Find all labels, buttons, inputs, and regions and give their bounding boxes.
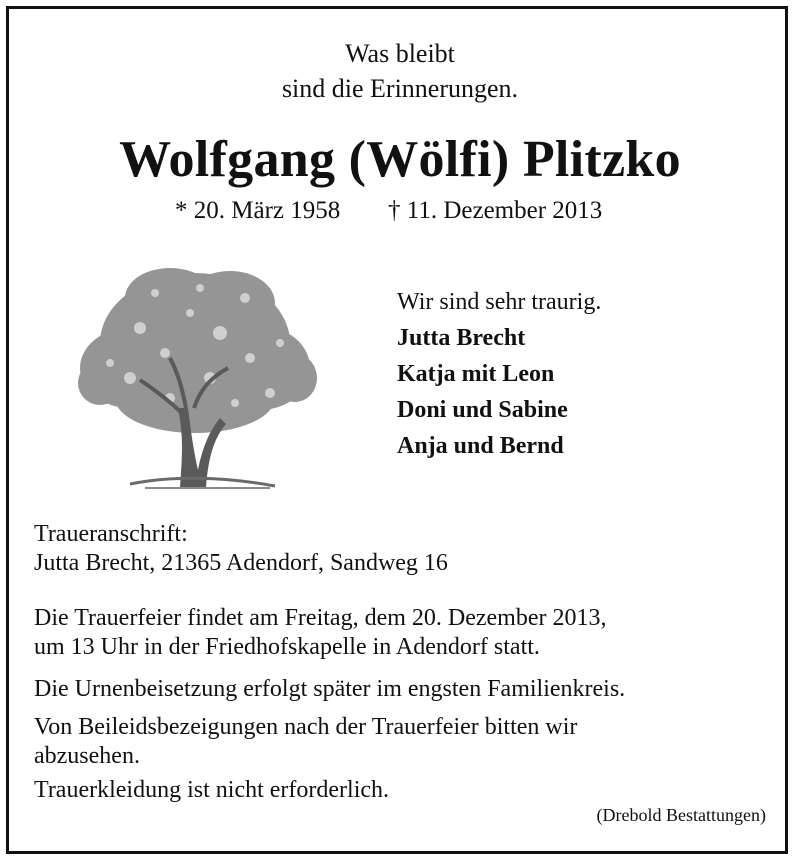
condolence-info xyxy=(34,713,577,771)
condolence-line-2: abzusehen. xyxy=(34,743,140,769)
quote-line-2: sind die Erinnerungen. xyxy=(281,74,519,103)
mourning-address xyxy=(34,520,448,578)
deceased-name: Wolfgang (Wölfi) Plitzko xyxy=(119,131,681,188)
quote-line-1: Was bleibt xyxy=(345,39,455,68)
birth-date: * 20. März 1958 xyxy=(175,197,341,224)
funeral-home-credit: (Drebold Bestattungen) xyxy=(596,805,766,825)
tree-illustration xyxy=(70,258,320,490)
mourners-block xyxy=(397,284,601,464)
mourner-name: Anja und Bernd xyxy=(397,433,564,459)
mourner-name: Jutta Brecht xyxy=(397,325,526,351)
mourner-name: Katja mit Leon xyxy=(397,361,555,387)
condolence-line-1: Von Beileidsbezeigungen nach der Trauerfeier bitten wir xyxy=(34,714,578,740)
death-date: † 11. Dezember 2013 xyxy=(388,197,603,224)
burial-info xyxy=(34,675,625,704)
ceremony-line-2: um 13 Uhr in der Friedhofskapelle in Adendorf statt. xyxy=(34,634,540,660)
mourners-intro: Wir sind sehr traurig. xyxy=(397,289,602,315)
address-label: Traueranschrift: xyxy=(34,521,188,547)
ceremony-line-1: Die Trauerfeier findet am Freitag, dem 20. Dezember 2013, xyxy=(34,605,607,631)
address-value: Jutta Brecht, 21365 Adendorf, Sandweg 16 xyxy=(34,550,448,576)
burial-line: Die Urnenbeisetzung erfolgt später im engsten Familienkreis. xyxy=(34,676,626,702)
mourner-name: Doni und Sabine xyxy=(397,397,568,423)
clothing-info xyxy=(34,776,389,805)
clothing-line: Trauerkleidung ist nicht erforderlich. xyxy=(34,777,390,803)
ceremony-info xyxy=(34,604,606,662)
